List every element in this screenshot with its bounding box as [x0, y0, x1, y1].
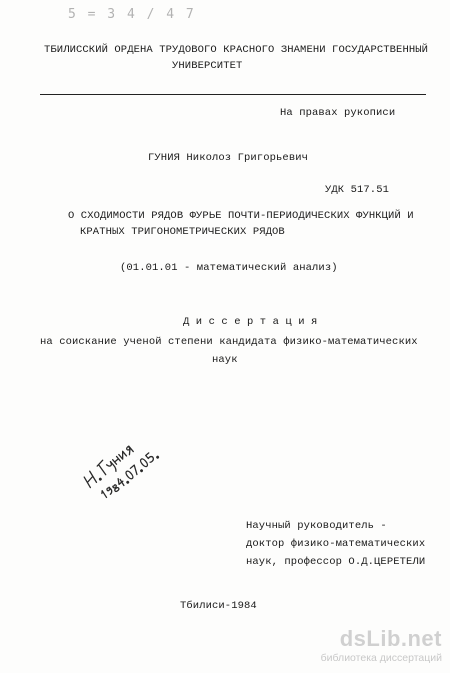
thesis-title-line1: О СХОДИМОСТИ РЯДОВ ФУРЬЕ ПОЧТИ-ПЕРИОДИЧЕСКИХ ФУНКЦИЙ И	[68, 210, 414, 222]
supervisor-line3: наук, профессор О.Д.ЦЕРЕТЕЛИ	[246, 556, 426, 568]
dslib-tagline: библиотека диссертаций	[320, 652, 442, 664]
manuscript-rights-note: На правах рукописи	[280, 107, 396, 119]
university-name-line1: ТБИЛИССКИЙ ОРДЕНА ТРУДОВОГО КРАСНОГО ЗНАМЕНИ ГОСУДАРСТВЕННЫЙ	[44, 44, 429, 56]
thesis-title-line2: КРАТНЫХ ТРИГОНОМЕТРИЧЕСКИХ РЯДОВ	[80, 226, 285, 238]
dslib-watermark	[292, 627, 442, 665]
udc-code: УДК 517.51	[325, 184, 390, 196]
degree-purpose-line1: на соискание ученой степени кандидата физико-математических	[40, 336, 418, 348]
supervisor-line2: доктор физико-математических	[246, 538, 426, 550]
dslib-logo: dsLib.net	[339, 626, 442, 651]
supervisor-line1: Научный руководитель -	[246, 520, 387, 532]
header-divider	[40, 94, 426, 95]
archive-stamp: 5 = 3 4 / 4 7	[68, 7, 196, 22]
document-type-heading: Д и с с е р т а ц и я	[183, 316, 318, 328]
place-and-year: Тбилиси-1984	[180, 600, 257, 612]
author-name: ГУНИЯ Николоз Григорьевич	[148, 152, 309, 164]
handwritten-signature	[70, 420, 180, 510]
degree-purpose-line2: наук	[212, 354, 238, 366]
university-name-line2: УНИВЕРСИТЕТ	[172, 60, 243, 72]
specialty-code: (01.01.01 - математический анализ)	[120, 262, 338, 274]
